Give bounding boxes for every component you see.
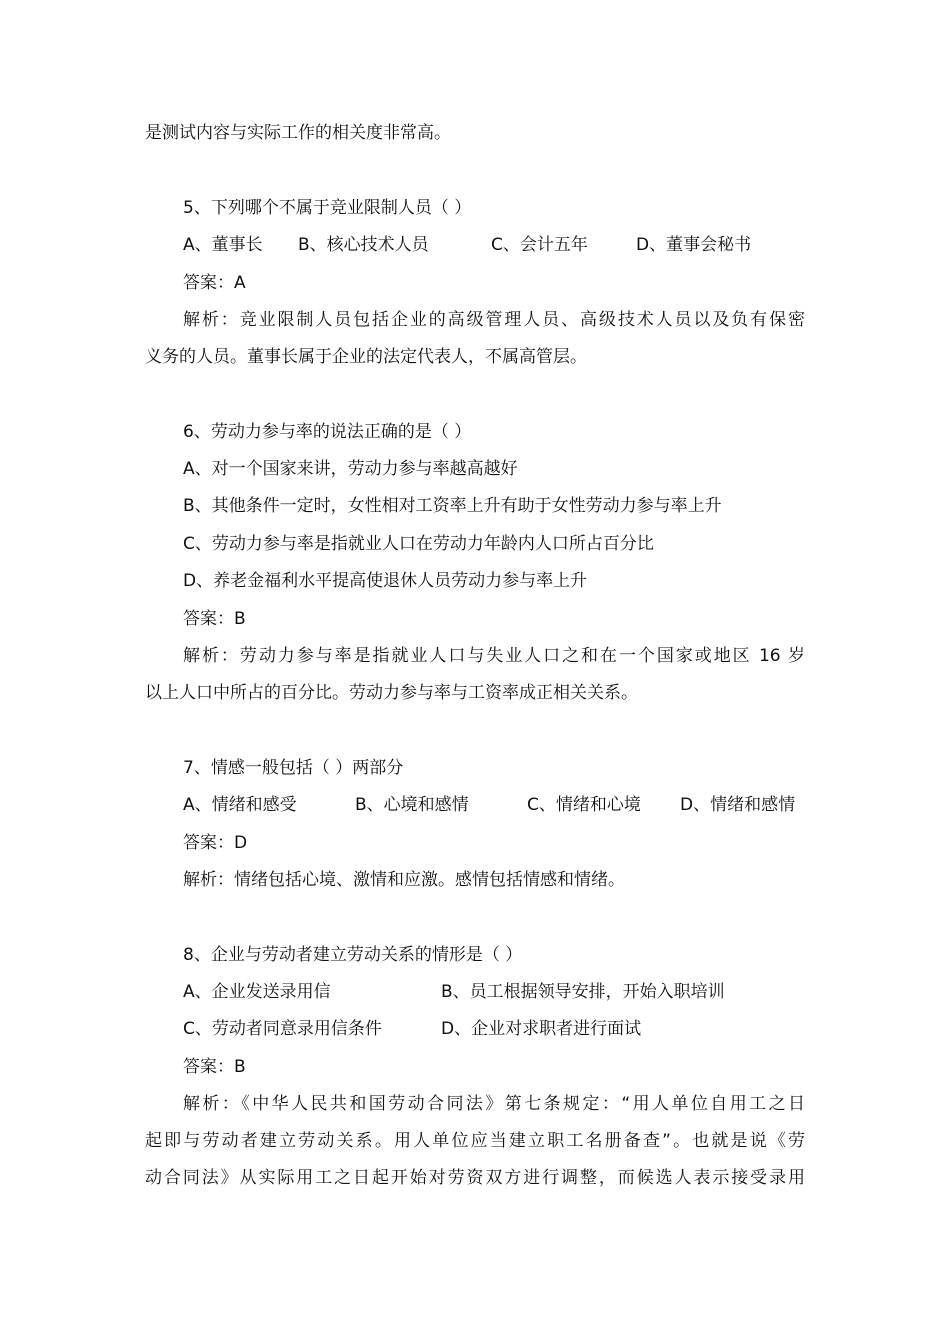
option-b: B、心境和感情 [355, 795, 469, 815]
answer: 答案：D [183, 833, 248, 853]
options-row [183, 793, 805, 817]
analysis-line: 解析：《中华人民共和国劳动合同法》第七条规定：“用人单位自用工之日 [183, 1094, 805, 1114]
option-d: D、情绪和感情 [680, 795, 796, 815]
question-stem: 7、情感一般包括（ ）两部分 [183, 758, 404, 778]
option-b: B、其他条件一定时，女性相对工资率上升有助于女性劳动力参与率上升 [183, 496, 722, 516]
option-c: C、劳动力参与率是指就业人口在劳动力年龄内人口所占百分比 [183, 534, 654, 554]
question-stem: 8、企业与劳动者建立劳动关系的情形是（ ） [183, 945, 523, 965]
option-c: C、会计五年 [491, 235, 588, 255]
option-d: D、企业对求职者进行面试 [441, 1019, 642, 1039]
analysis-line: 解析：竞业限制人员包括企业的高级管理人员、高级技术人员以及负有保密 [183, 310, 805, 330]
options-row [183, 980, 783, 1004]
paragraph-line: 是测试内容与实际工作的相关度非常高。 [145, 123, 451, 143]
option-c: C、劳动者同意录用信条件 [183, 1019, 382, 1039]
option-d: D、董事会秘书 [636, 235, 752, 255]
analysis-line: 起即与劳动者建立劳动关系。用人单位应当建立职工名册备查”。也就是说《劳 [145, 1131, 805, 1151]
question-stem: 6、劳动力参与率的说法正确的是（ ） [183, 422, 472, 442]
answer: 答案：B [183, 1057, 246, 1077]
analysis-line: 以上人口中所占的百分比。劳动力参与率与工资率成正相关关系。 [145, 683, 638, 703]
option-c: C、情绪和心境 [527, 795, 641, 815]
options-row [183, 1017, 783, 1041]
analysis-line: 动合同法》从实际用工之日起开始对劳资双方进行调整，而候选人表示接受录用 [145, 1168, 805, 1188]
answer: 答案：B [183, 609, 246, 629]
option-b: B、员工根据领导安排，开始入职培训 [441, 982, 725, 1002]
option-b: B、核心技术人员 [298, 235, 429, 255]
option-a: A、对一个国家来讲，劳动力参与率越高越好 [183, 459, 518, 479]
analysis-line: 义务的人员。董事长属于企业的法定代表人，不属高管层。 [145, 347, 587, 367]
analysis-line: 解析：情绪包括心境、激情和应激。感情包括情感和情绪。 [183, 870, 625, 890]
option-d: D、养老金福利水平提高使退休人员劳动力参与率上升 [183, 571, 588, 591]
answer: 答案：A [183, 273, 246, 293]
option-a: A、情绪和感受 [183, 795, 297, 815]
option-a: A、董事长 [183, 235, 263, 255]
options-row [183, 233, 783, 257]
option-a: A、企业发送录用信 [183, 982, 331, 1002]
question-stem: 5、下列哪个不属于竞业限制人员（ ） [183, 198, 472, 218]
analysis-line: 解析：劳动力参与率是指就业人口与失业人口之和在一个国家或地区 16 岁 [183, 646, 805, 666]
